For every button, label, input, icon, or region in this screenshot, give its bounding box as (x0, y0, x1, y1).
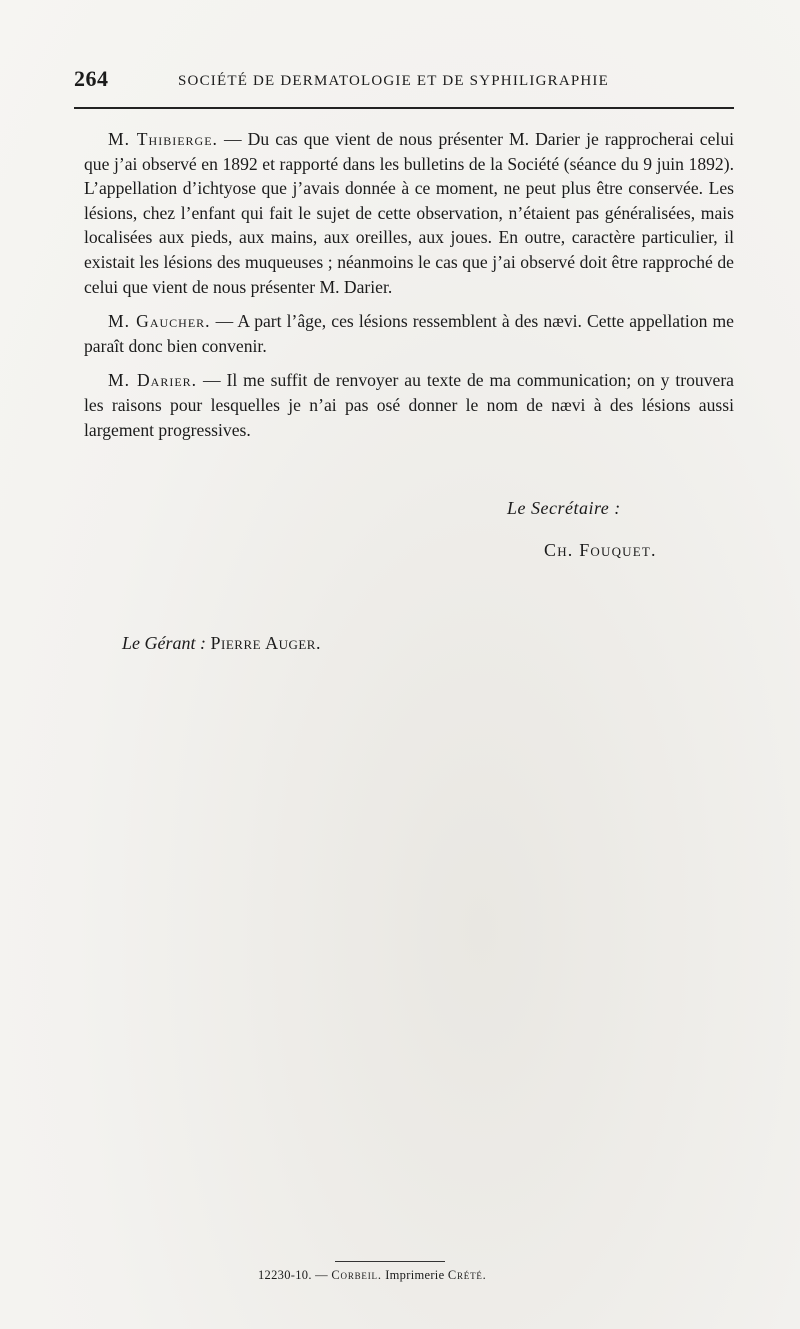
running-head: SOCIÉTÉ DE DERMATOLOGIE ET DE SYPHILIGRAPHIE (178, 73, 609, 89)
signature-role: Le Secrétaire : (507, 498, 621, 518)
paragraph-text: — Du cas que vient de nous présenter M. Darier je rapprocherai celui que j’ai observé en 1892 et rapporté dans les bulletins de la Société (séance du 9 juin 1892). L’appellation d’ichtyose que j’avais donnée à ce moment, ne peut plus être conservée. Les lésions, chez l’enfant qui fait le sujet de cette observation, n’étaient pas généralisées, mais localisées aux pieds, aux mains, aux oreilles, aux joues. En outre, caractère particulier, il existait les lésions des muqueuses ; néanmoins le cas que j’ai observé doit être rapproché de celui que vient de nous présenter M. Darier. (84, 129, 734, 297)
gerant-label: Le Gérant : (122, 633, 206, 653)
paragraph-text: — Il me suffit de renvoyer au texte de ma communication; on y trouvera les raisons pour lesquelles je n’ai pas osé donner le nom de nævi à des lésions aussi largement progressives. (84, 370, 734, 440)
printer-rule (335, 1261, 445, 1262)
gerant-line (122, 633, 321, 654)
speaker-name: M. Thibierge. (108, 129, 218, 149)
paragraph-text: — A part l’âge, ces lésions ressemblent à des nævi. Cette appellation me paraît donc bien convenir. (84, 311, 734, 356)
printer-name: Crété. (447, 1268, 487, 1282)
printer-number: 12230-10. — (258, 1268, 332, 1282)
printer-imprint (258, 1268, 487, 1283)
gerant-name: Pierre Auger. (210, 633, 321, 653)
speaker-name: M. Gaucher. (108, 311, 211, 332)
page-number: 264 (74, 66, 109, 91)
page-header (74, 66, 734, 102)
printer-label: Imprimerie (381, 1268, 448, 1282)
body-text (84, 127, 734, 452)
header-rule (74, 107, 734, 109)
signature-block (84, 494, 734, 574)
speaker-name: M. Darier. (108, 370, 198, 391)
paragraph-darier (84, 368, 734, 442)
paragraph-gaucher (84, 309, 734, 358)
signature-name: Ch. Fouquet. (544, 540, 657, 560)
printer-place: Corbeil. (331, 1268, 382, 1282)
paragraph-thibierge (84, 127, 734, 299)
